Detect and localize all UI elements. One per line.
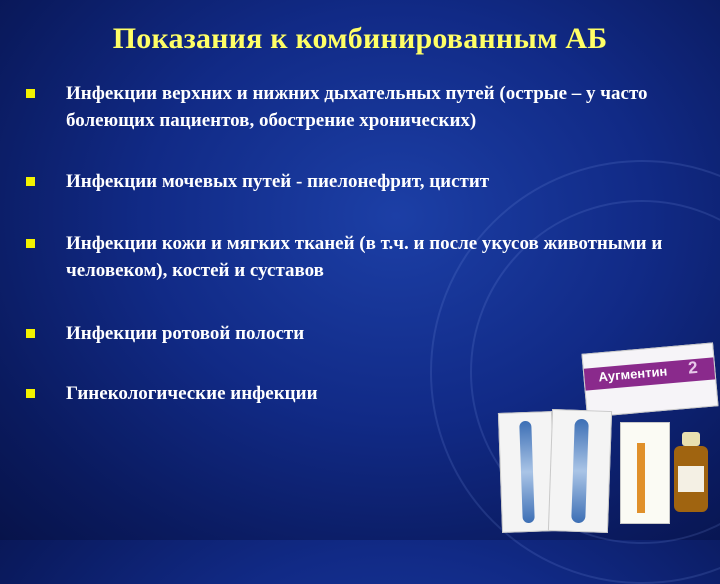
product-label: Аугментин <box>597 363 668 385</box>
bullet-text: Гинекологические инфекции <box>66 383 318 404</box>
bullet-marker-icon <box>26 389 35 398</box>
product-bottle-box <box>498 411 556 533</box>
bullet-text: Инфекции ротовой полости <box>66 323 305 344</box>
bullet-marker-icon <box>26 89 35 98</box>
bullet-text: Инфекции мочевых путей - пиелонефрит, цистит <box>66 171 490 192</box>
bullet-marker-icon <box>26 177 35 186</box>
bullet-marker-icon <box>26 329 35 338</box>
product-orange-box <box>620 422 670 524</box>
bullet-text: Инфекции кожи и мягких тканей (в т.ч. и после укусов животными и человеком), костей и суставов <box>66 233 663 281</box>
product-bottle-box <box>548 409 612 533</box>
product-number: 2 <box>687 357 699 378</box>
product-image <box>480 340 720 540</box>
product-small-bottle <box>674 432 708 512</box>
slide-title: Показания к комбинированным АБ <box>112 22 608 55</box>
bullet-marker-icon <box>26 239 35 248</box>
product-box-horizontal <box>581 342 718 417</box>
bullet-text: Инфекции верхних и нижних дыхательных путей (острые – у часто болеющих пациентов, обострение хронических) <box>66 83 648 131</box>
